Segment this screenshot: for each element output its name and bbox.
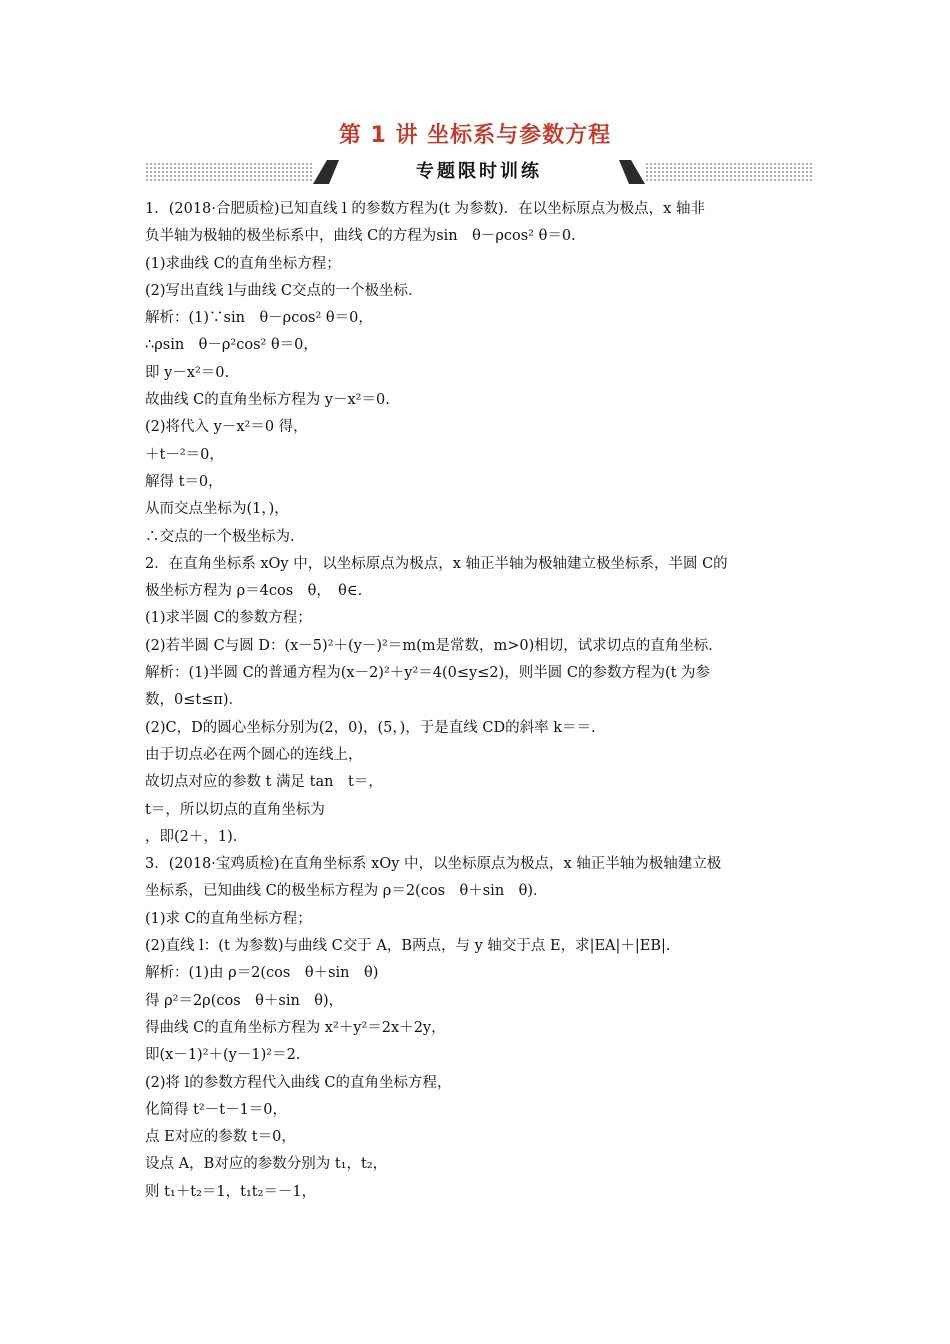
text-line: ∴ρsin θ－ρ²cos² θ＝0， <box>145 337 318 354</box>
text-line: 故切点对应的参数 t 满足 tan t＝， <box>145 774 383 791</box>
text-line: 解析：(1)由 ρ＝2(cos θ＋sin θ) <box>145 965 379 982</box>
banner-dots-right <box>645 162 813 182</box>
text-line: ∴交点的一个极坐标为. <box>145 528 295 545</box>
text-line: 数，0≤t≤π)． <box>145 692 244 709</box>
page-title: 第 1 讲 坐标系与参数方程 <box>338 123 612 148</box>
text-line: 1．(2018·合肥质检)已知直线 l 的参数方程为(t 为参数)．在以坐标原点为极点，x 轴非 <box>145 201 705 217</box>
text-line: 解析：(1)∵sin θ－ρcos² θ＝0， <box>145 310 373 327</box>
text-line: (2)将 l的参数方程代入曲线 C的直角坐标方程， <box>145 1074 452 1091</box>
text-line: 故曲线 C的直角坐标方程为 y－x²＝0. <box>145 392 390 409</box>
text-line: 解得 t＝0， <box>145 473 223 490</box>
text-line: 解析：(1)半圆 C的普通方程为(x－2)²＋y²＝4(0≤y≤2)，则半圆 C的参数方程为(t 为参 <box>145 665 711 682</box>
text-line: 由于切点必在两个圆心的连线上， <box>145 746 363 763</box>
text-line: 点 E对应的参数 t＝0， <box>145 1129 296 1146</box>
banner-plate <box>313 160 645 184</box>
banner-label: 专题限时训练 <box>416 161 542 182</box>
text-line: 得 ρ²＝2ρ(cos θ＋sin θ)， <box>145 992 344 1009</box>
text-line: 化简得 t²－t－1＝0， <box>145 1101 288 1118</box>
text-line: (2)直线 l：(t 为参数)与曲线 C交于 A，B两点，与 y 轴交于点 E，求|EA|＋|EB|. <box>145 938 671 955</box>
section-banner <box>145 160 813 184</box>
text-line: ，即(2＋，1)． <box>145 828 248 845</box>
text-line: t＝，所以切点的直角坐标为 <box>145 801 325 818</box>
text-line: 得曲线 C的直角坐标方程为 x²＋y²＝2x＋2y， <box>145 1019 446 1036</box>
exercise-body <box>145 196 813 1206</box>
text-line: 从而交点坐标为(1，)， <box>145 501 289 518</box>
text-line: (2)C，D的圆心坐标分别为(2，0)，(5，)，于是直线 CD的斜率 k＝＝. <box>145 719 596 736</box>
text-line: 设点 A，B对应的参数分别为 t₁，t₂， <box>145 1156 388 1173</box>
text-line: (2)写出直线 l与曲线 C交点的一个极坐标． <box>145 282 423 299</box>
text-line: (1)求 C的直角坐标方程； <box>145 910 312 927</box>
text-line: (2)将代入 y－x²＝0 得， <box>145 419 308 436</box>
text-line: 负半轴为极轴的极坐标系中，曲线 C的方程为sin θ－ρcos² θ＝0. <box>145 228 576 245</box>
text-line: 极坐标方程为 ρ＝4cos θ， θ∈. <box>145 583 363 600</box>
text-line: (1)求曲线 C的直角坐标方程； <box>145 255 341 272</box>
text-line: (1)求半圆 C的参数方程； <box>145 610 312 627</box>
text-line: ＋t－²＝0， <box>145 446 224 463</box>
text-line: 坐标系，已知曲线 C的极坐标方程为 ρ＝2(cos θ＋sin θ)． <box>145 883 548 900</box>
text-line: (2)若半圆 C与圆 D：(x－5)²＋(y－)²＝m(m是常数，m>0)相切，试求切点的直角坐标． <box>145 637 723 654</box>
text-line: 3．(2018·宝鸡质检)在直角坐标系 xOy 中，以坐标原点为极点，x 轴正半轴为极轴建立极 <box>145 856 722 873</box>
text-line: 即(x－1)²＋(y－1)²＝2. <box>145 1047 301 1064</box>
text-line: 即 y－x²＝0. <box>145 364 230 381</box>
banner-dots-left <box>145 162 313 182</box>
text-line: 2．在直角坐标系 xOy 中，以坐标原点为极点，x 轴正半轴为极轴建立极坐标系，半圆 C的 <box>145 555 728 572</box>
text-line: 则 t₁＋t₂＝1，t₁t₂＝－1， <box>145 1183 317 1200</box>
